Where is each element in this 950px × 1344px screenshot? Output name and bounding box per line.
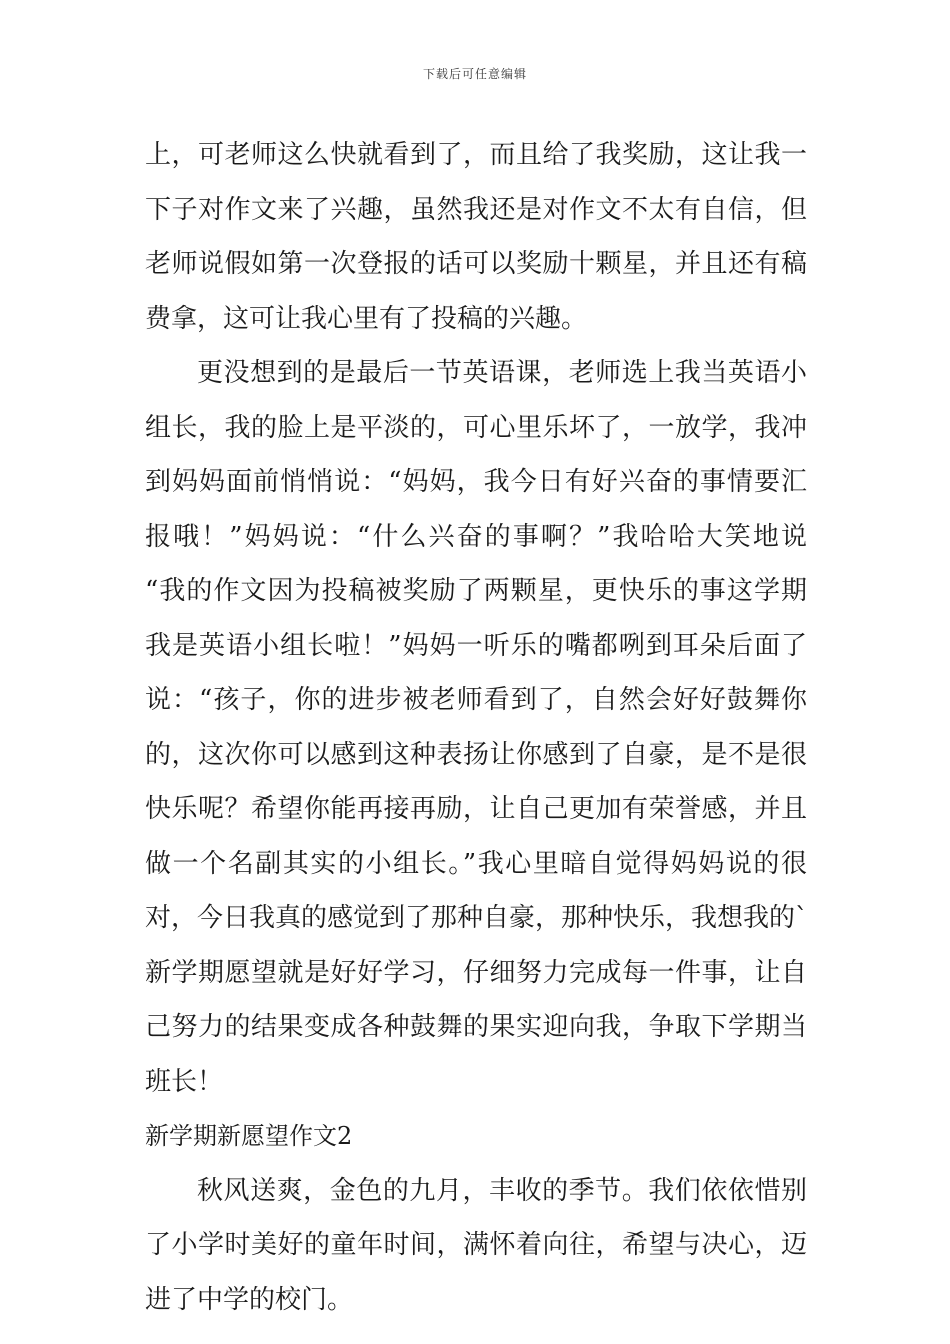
text-line: 秋风送爽，金色的九月，丰收的季节。我们依依惜别 <box>197 1175 807 1206</box>
page-header-note: 下载后可任意编辑 <box>422 67 527 81</box>
text-line: 报哦！”妈妈说：“什么兴奋的事啊？”我哈哈大笑地说 <box>145 521 807 552</box>
paragraph <box>145 128 807 346</box>
text-line: 组长，我的脸上是平淡的，可心里乐坏了，一放学，我冲 <box>145 412 807 443</box>
text-line: 老师说假如第一次登报的话可以奖励十颗星，并且还有稿 <box>145 249 807 279</box>
text-line: 班长！ <box>145 1066 224 1097</box>
text-line: 下子对作文来了兴趣，虽然我还是对作文不太有自信，但 <box>145 194 807 225</box>
text-line: 己努力的结果变成各种鼓舞的果实迎向我，争取下学期当 <box>145 1012 807 1042</box>
text-line: 新学期愿望就是好好学习，仔细努力完成每一件事，让自 <box>145 957 807 988</box>
paragraph <box>145 346 807 1109</box>
text-line: 上，可老师这么快就看到了，而且给了我奖励，这让我一 <box>145 140 807 170</box>
paragraph <box>145 1164 807 1328</box>
text-line: 了小学时美好的童年时间，满怀着向往，希望与决心，迈 <box>145 1230 807 1260</box>
section-heading: 新学期新愿望作文2 <box>145 1122 353 1150</box>
text-line: 我是英语小组长啦！”妈妈一听乐的嘴都咧到耳朵后面了 <box>145 630 807 661</box>
text-line: 更没想到的是最后一节英语课，老师选上我当英语小 <box>197 358 807 388</box>
text-line: 进了中学的校门。 <box>145 1284 354 1315</box>
text-line: 快乐呢？希望你能再接再励，让自己更加有荣誉感，并且 <box>145 794 807 824</box>
text-line: 做一个名副其实的小组长。”我心里暗自觉得妈妈说的很 <box>145 848 807 879</box>
text-line: 费拿，这可让我心里有了投稿的兴趣。 <box>145 303 588 334</box>
text-line: 说：“孩子，你的进步被老师看到了，自然会好好鼓舞你 <box>145 685 807 715</box>
text-line: 的，这次你可以感到这种表扬让你感到了自豪，是不是很 <box>145 739 807 770</box>
text-line: “我的作文因为投稿被奖励了两颗星，更快乐的事这学期 <box>145 576 807 606</box>
text-line: 到妈妈面前悄悄说：“妈妈，我今日有好兴奋的事情要汇 <box>145 467 807 497</box>
document-body <box>145 128 807 1327</box>
text-line: 对，今日我真的感觉到了那种自豪，那种快乐，我想我的` <box>145 903 809 933</box>
